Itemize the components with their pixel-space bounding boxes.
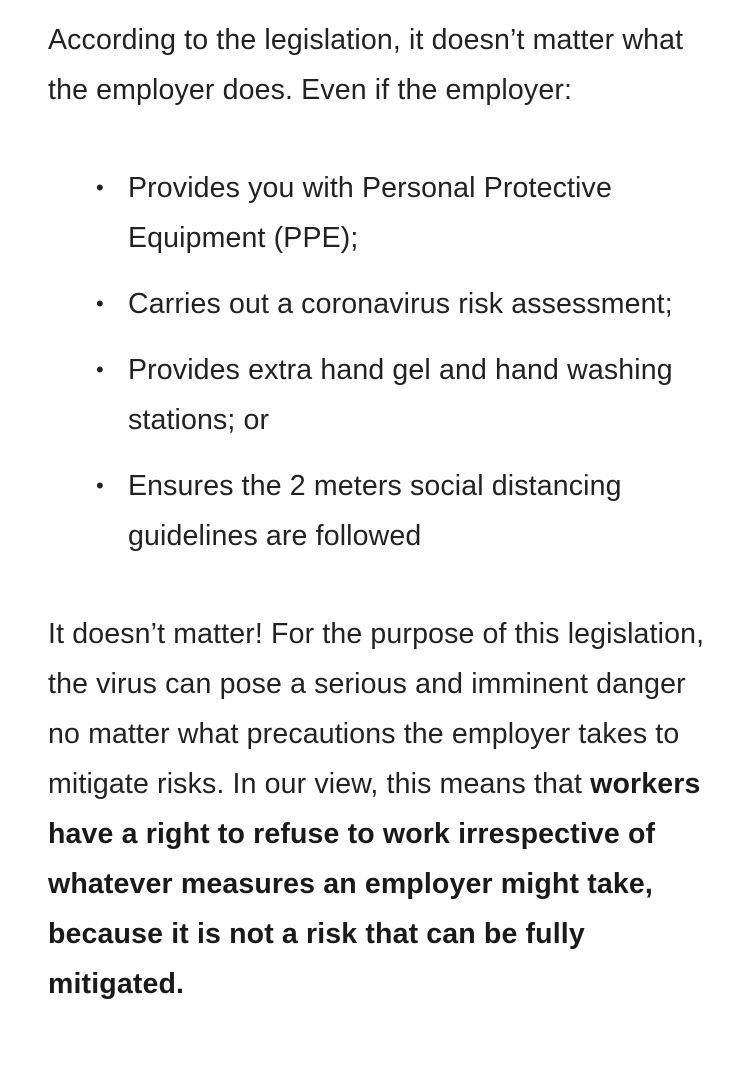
conclusion-text: It doesn’t matter! For the purpose of this legislation, the virus can pose a serious and imminent danger no matter what precautions the employer takes to mitigate risks. In our view, this means that — [48, 618, 705, 800]
bullet-icon: • — [96, 473, 104, 498]
conclusion-emphasis: workers have a right to refuse to work irrespective of whatever measures an employer might take, because it is not a risk that can be fully mitigated. — [48, 768, 701, 1000]
list-item-text: Carries out a coronavirus risk assessment; — [128, 288, 673, 320]
bullet-icon: • — [96, 175, 104, 200]
employer-measures-list — [48, 163, 710, 561]
list-item — [96, 345, 710, 445]
list-item-text: Provides extra hand gel and hand washing stations; or — [128, 354, 673, 436]
bullet-icon: • — [96, 357, 104, 382]
intro-paragraph: According to the legislation, it doesn’t matter what the employer does. Even if the employer: — [48, 24, 684, 106]
list-item — [96, 163, 710, 263]
bullet-icon: • — [96, 291, 104, 316]
list-item — [96, 461, 710, 561]
list-item-text: Ensures the 2 meters social distancing guidelines are followed — [128, 470, 622, 552]
list-item — [96, 279, 710, 329]
conclusion-paragraph — [48, 609, 710, 1009]
list-item-text: Provides you with Personal Protective Equipment (PPE); — [128, 172, 612, 254]
